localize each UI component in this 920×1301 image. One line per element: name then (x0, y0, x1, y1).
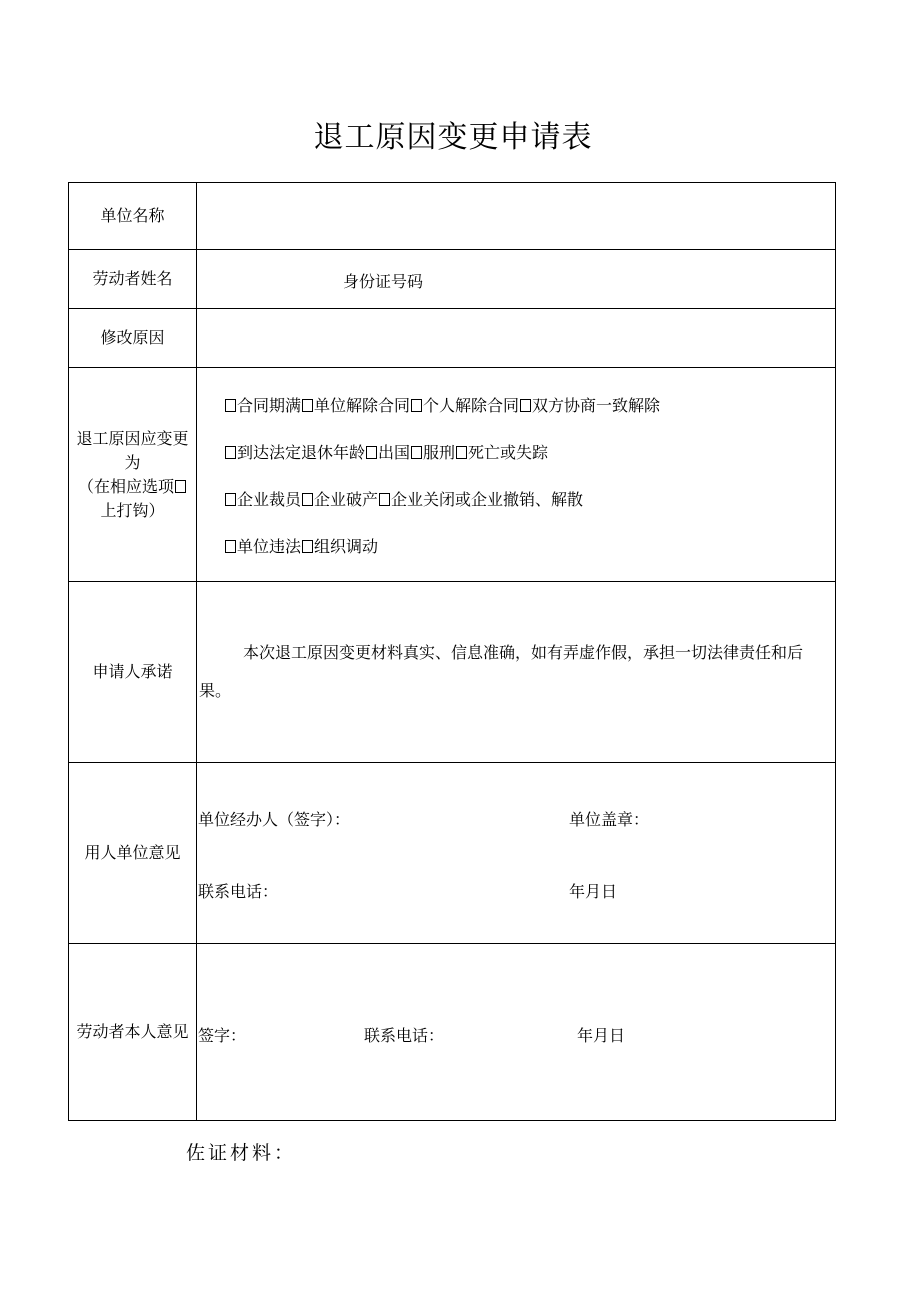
option-death-missing: 死亡或失踪 (468, 442, 549, 462)
modify-reason-field[interactable] (197, 309, 836, 368)
checkbox-contract-expiry[interactable] (225, 399, 236, 412)
pledge-label: 申请人承诺 (69, 582, 197, 763)
option-employer-terminate: 单位解除合同 (314, 395, 411, 415)
row-unit-name (69, 183, 836, 250)
employer-phone-label: 联系电话： (198, 882, 279, 901)
modify-reason-label: 修改原因 (69, 309, 197, 368)
row-change-to (69, 368, 836, 582)
worker-name-label: 劳动者姓名 (69, 250, 197, 309)
change-to-label-line3-text: （在相应选项 (77, 476, 174, 496)
row-worker-name (69, 250, 836, 309)
application-form-table (68, 182, 836, 1121)
checkbox-organizational-transfer[interactable] (302, 540, 313, 553)
employer-opinion-cell (197, 763, 836, 944)
option-mutual-agreement: 双方协商一致解除 (532, 395, 661, 415)
row-employer-opinion (69, 763, 836, 944)
option-bankruptcy: 企业破产 (314, 489, 379, 509)
employer-opinion-label: 用人单位意见 (69, 763, 197, 944)
checkbox-imprisonment[interactable] (411, 446, 422, 459)
checkbox-icon (175, 480, 186, 493)
worker-opinion-cell (197, 944, 836, 1121)
option-closure-dissolution: 企业关闭或企业撤销、解散 (391, 489, 584, 509)
handler-signature-label: 单位经办人（签字）： (198, 810, 351, 829)
option-imprisonment: 服刑 (423, 442, 456, 462)
change-to-options (197, 368, 836, 582)
change-to-label-line4: 上打钩） (100, 500, 165, 520)
worker-date-label: 年月日 (577, 1026, 626, 1045)
row-worker-opinion (69, 944, 836, 1121)
worker-name-field[interactable] (197, 250, 836, 309)
option-contract-expiry: 合同期满 (237, 395, 302, 415)
supporting-materials-label: 佐证材料： (186, 1142, 297, 1164)
change-to-label-line3 (69, 475, 196, 499)
page-title: 退工原因变更申请表 (313, 120, 593, 155)
checkbox-mutual-agreement[interactable] (520, 399, 531, 412)
option-layoff: 企业裁员 (237, 489, 302, 509)
option-employer-violation: 单位违法 (237, 536, 302, 556)
option-go-abroad: 出国 (378, 442, 411, 462)
option-individual-terminate: 个人解除合同 (423, 395, 520, 415)
checkbox-retirement-age[interactable] (225, 446, 236, 459)
checkbox-employer-terminate[interactable] (302, 399, 313, 412)
options-row-1 (224, 393, 835, 416)
options-row-3 (224, 487, 835, 510)
change-to-label (69, 368, 197, 582)
checkbox-individual-terminate[interactable] (411, 399, 422, 412)
employer-date-label: 年月日 (569, 882, 618, 901)
worker-phone-label: 联系电话： (364, 1026, 445, 1045)
row-pledge (69, 582, 836, 763)
options-row-2 (224, 440, 835, 463)
pledge-cell (197, 582, 836, 763)
unit-name-field[interactable] (197, 183, 836, 250)
checkbox-closure-dissolution[interactable] (379, 493, 390, 506)
change-to-label-line2: 为 (124, 452, 141, 472)
checkbox-layoff[interactable] (225, 493, 236, 506)
checkbox-go-abroad[interactable] (366, 446, 377, 459)
worker-opinion-label: 劳动者本人意见 (69, 944, 197, 1121)
unit-name-label: 单位名称 (69, 183, 197, 250)
checkbox-death-missing[interactable] (456, 446, 467, 459)
unit-seal-label: 单位盖章： (569, 810, 650, 829)
worker-signature-label: 签字： (198, 1026, 247, 1045)
pledge-text: 本次退工原因变更材料真实、信息准确，如有弄虚作假，承担一切法律责任和后果。 (199, 643, 804, 700)
row-modify-reason (69, 309, 836, 368)
option-retirement-age: 到达法定退休年龄 (237, 442, 366, 462)
change-to-label-line1: 退工原因应变更 (76, 428, 189, 448)
options-row-4 (224, 534, 835, 557)
checkbox-employer-violation[interactable] (225, 540, 236, 553)
option-organizational-transfer: 组织调动 (314, 536, 379, 556)
id-number-label: 身份证号码 (343, 272, 424, 291)
checkbox-bankruptcy[interactable] (302, 493, 313, 506)
